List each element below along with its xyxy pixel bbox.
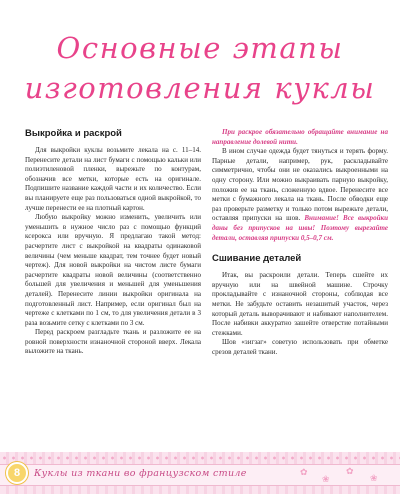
paragraph-pattern-transfer: Для выкройки куклы возьмите лекала на с. 11–14. Перенесите детали на лист бумаги с помощью кальки или полиэтиленовой пленки, вырежьте по контурам, обозначив все метки, которые есть на оригинале. Подпишите название каждой части и их количество. Если вы планируете еще раз пользоваться одной выкройкой, то лучше перенести ее на плотный картон. <box>25 146 201 212</box>
right-column <box>212 128 388 357</box>
left-column <box>25 128 201 357</box>
paragraph-cutting-prep: Перед раскроем разгладьте ткань и разложите ее на ровной поверхности изнаночной стороной вверх. Лекала выложите на ткань. <box>25 328 201 356</box>
seam-allowance-warning: Внимание! Все выкройки даны без припусков на швы! Поэтому вырезайте детали, оставляя припуски 0,5–0,7 см. <box>212 214 389 242</box>
paragraph-zigzag: Шов «зигзаг» советую использовать при обметке срезов деталей ткани. <box>212 338 388 356</box>
flower-icon: ❀ <box>322 474 330 484</box>
paragraph-pattern-scaling: Любую выкройку можно изменить, увеличить или уменьшить в нужное число раз с помощью функций ксерокса или вручную. Я предлагаю такой метод: расчертите лист с выкройкой на квадраты одинаковой величины (чем меньше квадрат, тем точнее будет новый чертеж). Для новой выкройки на чистом листе бумаги расчертите квадраты новой величины (соответственно большей для увеличения и меньшей для уменьшения деталей). Перенесите линии выкройки оригинала на подготовленный лист. Например, если оригинал был на чертеже с клетками по 1 см, то для увеличения детали в 3 раза возьмите сетку с клетками по 3 см. <box>25 213 201 327</box>
paragraph-sewing: Итак, вы раскроили детали. Теперь сшейте их вручную или на швейной машине. Строчку прокладывайте с изнаночной стороны, соблюдая все метки. Не забудьте оставить незашитый участок, через который деталь выворачивают и набивают наполнителем. После набивки аккуратно зашейте отверстие потайными стежками. <box>212 271 388 337</box>
section-heading-sewing: Сшивание деталей <box>212 253 302 265</box>
flower-icon: ✿ <box>346 466 354 476</box>
page-number: 8 <box>6 462 28 484</box>
running-title: Куклы из ткани во французском стиле <box>34 468 247 479</box>
page-title-line-1: Основные этапы <box>56 31 344 65</box>
paragraph-symmetry <box>212 147 388 243</box>
section-heading-pattern: Выкройка и раскрой <box>25 128 122 139</box>
grain-warning: При раскрое обязательно обращайте внимание на направление долевой нити. <box>212 128 388 146</box>
page-title-line-2: изготовления куклы <box>24 71 376 105</box>
flower-icon: ✿ <box>300 467 308 477</box>
footer-dot-border <box>0 454 400 462</box>
flower-icon: ❀ <box>370 473 378 483</box>
paragraph-symmetry-text: В ином случае одежда будет тянуться и терять форму. Парные детали, например, рук, раскладывайте симметрично, чтобы они не оказались выкроенными на одну сторону. Или можно выкраивать парную выкройку, положив ее на ткань, сложенную вдвое. Перенесите все метки с бумажного лекала на ткань. После обводки еще раз проверьте разметку и только потом вырежьте детали, оставляя припуски на шов. <box>212 147 388 223</box>
